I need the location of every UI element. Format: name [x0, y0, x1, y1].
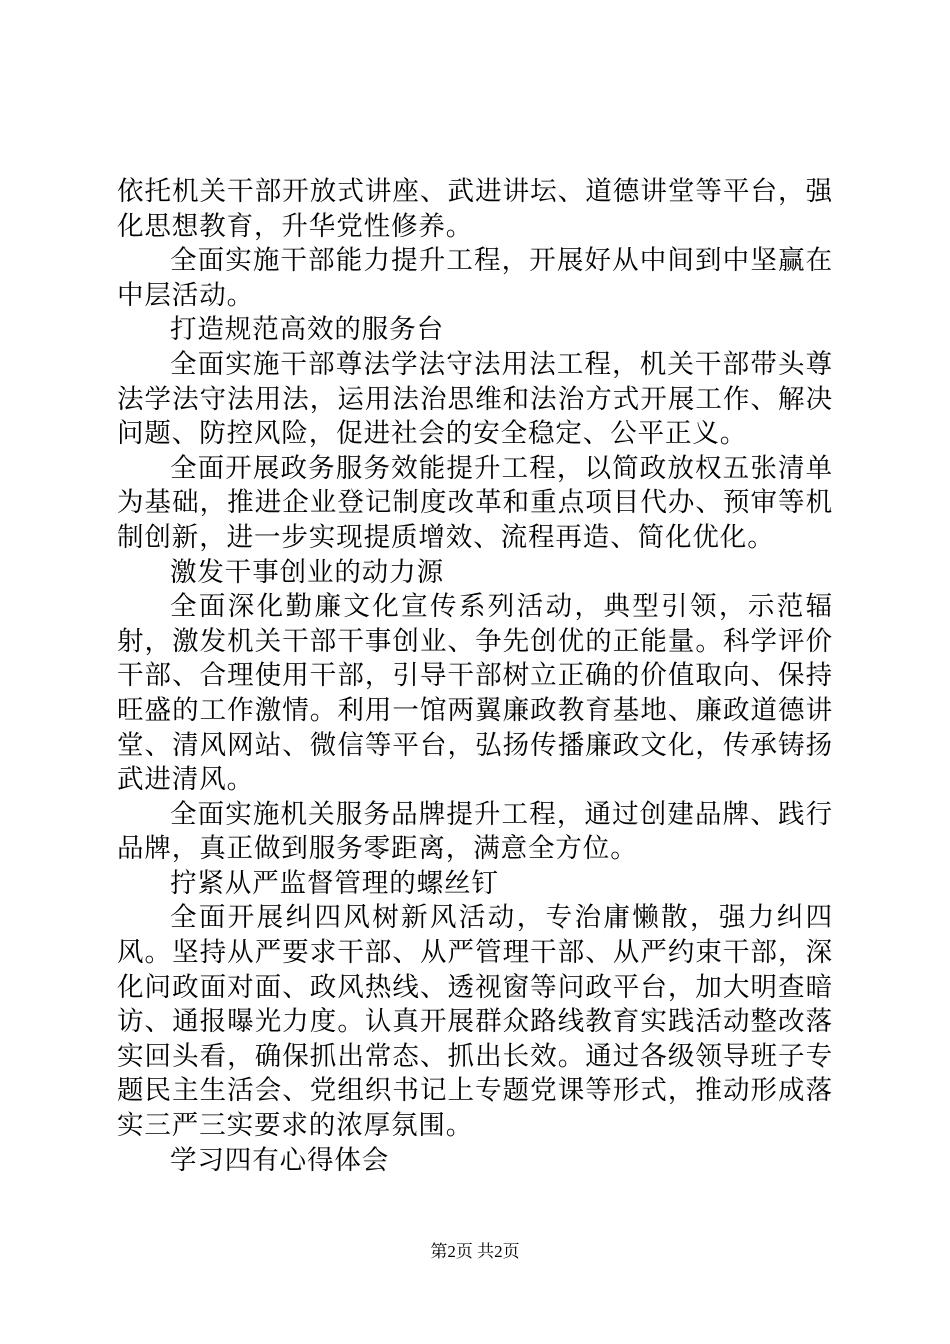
page-footer [0, 1241, 950, 1263]
section-heading: 学习四有心得体会 [170, 1144, 390, 1176]
paragraph: 全面开展政务服务效能提升工程，以简政放权五张清单为基础，推进企业登记制度改革和重点项目代办、预审等机制创新，进一步实现提质增效、流程再造、简化优化。 [117, 452, 833, 553]
section-heading: 打造规范高效的服务台 [170, 314, 444, 346]
document-body [117, 175, 833, 1178]
section-heading: 拧紧从严监督管理的螺丝钉 [170, 867, 499, 899]
paragraph: 全面开展纠四风树新风活动，专治庸懒散，强力纠四风。坚持从严要求干部、从严管理干部、从严约束干部，深化问政面对面、政风热线、透视窗等问政平台，加大明查暗访、通报曝光力度。认真开展群众路线教育实践活动整改落实回头看，确保抓出常态、抓出长效。通过各级领导班子专题民主生活会、党组织书记上专题党课等形式，推动形成落实三严三实要求的浓厚氛围。 [117, 902, 833, 1142]
page-number-label: 第2页 共2页 [430, 1242, 520, 1261]
paragraph: 全面实施干部能力提升工程，开展好从中间到中坚赢在中层活动。 [117, 245, 833, 311]
paragraph: 全面实施干部尊法学法守法用法工程，机关干部带头尊法学法守法用法，运用法治思维和法治方式开展工作、解决问题、防控风险，促进社会的安全稳定、公平正义。 [117, 348, 833, 450]
paragraph-continuation: 依托机关干部开放式讲座、武进讲坛、道德讲堂等平台，强化思想教育，升华党性修养。 [117, 176, 833, 242]
paragraph: 全面实施机关服务品牌提升工程，通过创建品牌、践行品牌，真正做到服务零距离，满意全方位。 [117, 798, 833, 865]
paragraph: 全面深化勤廉文化宣传系列活动，典型引领，示范辐射，激发机关干部干事创业、争先创优的正能量。科学评价干部、合理使用干部，引导干部树立正确的价值取向、保持旺盛的工作激情。利用一馆两翼廉政教育基地、廉政道德讲堂、清风网站、微信等平台，弘扬传播廉政文化，传承铸扬武进清风。 [117, 591, 833, 796]
section-heading: 激发干事创业的动力源 [170, 556, 444, 588]
